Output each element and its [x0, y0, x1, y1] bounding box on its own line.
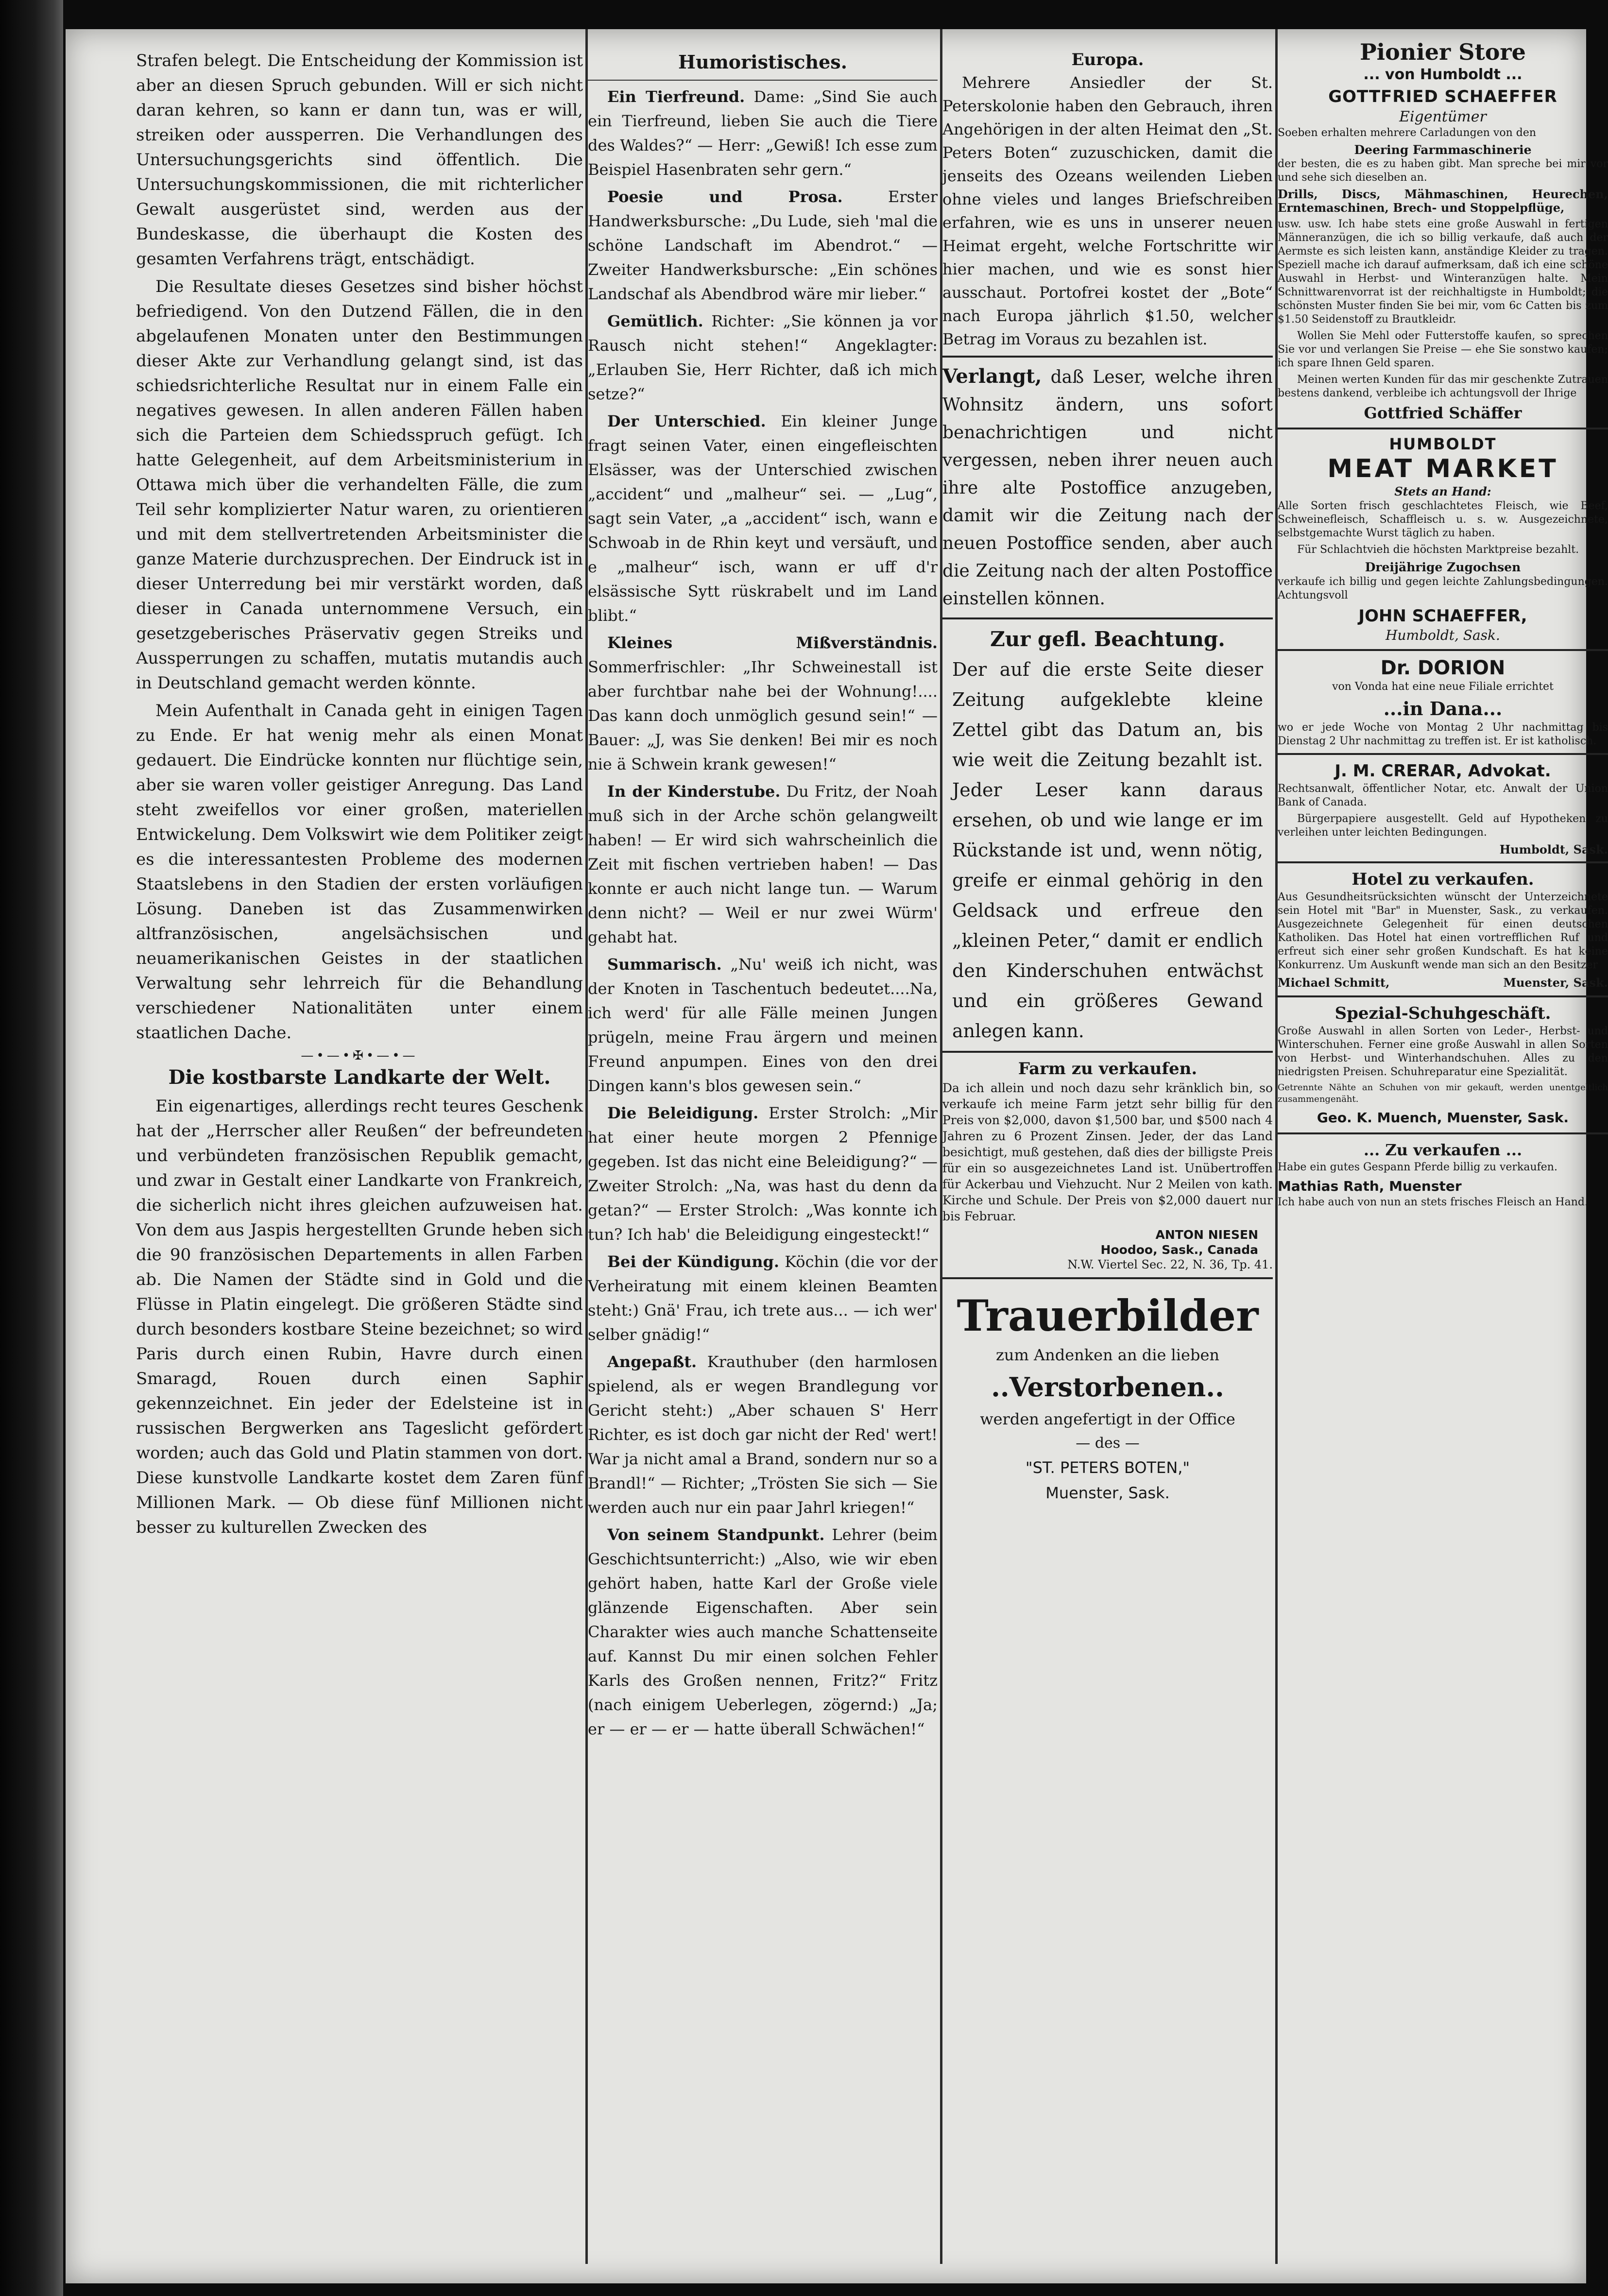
ad-headline: ...in Dana... — [1383, 698, 1503, 720]
section-headline: Europa. — [1071, 50, 1144, 69]
ad-text: der besten, die es zu haben gibt. Man spreche bei mir vor und sehe sich dieselben an. — [1278, 158, 1608, 184]
humor-item — [588, 952, 938, 1098]
ad-signature: Humboldt, Sask. — [1499, 842, 1608, 857]
article-headline: Die kostbarste Landkarte der Welt. — [168, 1066, 551, 1089]
ad-text: Rechtsanwalt, öffentlicher Notar, etc. Anwalt der Union Bank of Canada. — [1278, 783, 1608, 808]
humor-item-text: Erster Handwerksbursche: „Du Lude, sieh 'mal die schöne Landschaft im Abendrot.“ — Zweiter Handwerksbursche: „Ein schönes Landschaf als Abendbrod wäre mir lieber.“ — [588, 188, 938, 303]
ad-name: GOTTFRIED SCHAEFFER — [1328, 87, 1557, 106]
ad-emphasis: Dreijährige Zugochsen — [1365, 560, 1521, 574]
article-paragraph: Strafen belegt. Die Entscheidung der Kommission ist aber an diesen Spruch gebunden. Will er sich nicht daran kehren, so kann er dann tun, was er will, streiken oder aussperren. Die Verhandlungen des Untersuchungsgerichts sind öffentlich. Die Untersuchungskommissionen, die mit richterlicher Gewalt ausgerüstet sind, werden aus der Bundeskasse, die überhaupt die Kosten des gesamten Verfahrens trägt, entschädigt. — [136, 51, 583, 269]
humor-item-title: Von seinem Standpunkt. — [607, 1525, 825, 1544]
ad-line: zum Andenken an die lieben — [996, 1346, 1219, 1364]
humor-item-title: Gemütlich. — [607, 312, 703, 330]
ornament-divider: —•—•✠•—•— — [301, 1048, 418, 1063]
ad-text: Wollen Sie Mehl oder Futterstoffe kaufen, so sprechen Sie vor und verlangen Sie Preise — ehe Sie sonstwo kaufen; ich spare Ihnen Geld sparen. — [1278, 330, 1608, 369]
ad-line: — des — — [1076, 1435, 1140, 1452]
ad-headline: J. M. CRERAR, Advokat. — [1334, 761, 1551, 781]
ad-line: Muenster, Sask. — [1045, 1484, 1170, 1502]
notice-paragraph: Der auf die erste Seite dieser Zeitung aufgeklebte kleine Zettel gibt das Datum an, bis wie weit die Zeitung bezahlt ist. Jeder Leser kann daraus ersehen, ob und wie lange er im Rückstande ist und, wenn nötig, greife er einmal gehörig in den Geldsack und erfreue den „kleinen Peter,“ damit er endlich den Kinderschuhen entwächst und ein größeres Gewand anlegen kann. — [952, 659, 1263, 1042]
column-4 — [1278, 39, 1608, 2254]
ad-signature: Gottfried Schäffer — [1364, 404, 1522, 422]
ad-text: Große Auswahl in allen Sorten von Leder-, Herbst- und Winterschuhen. Ferner eine große Auswahl in allen Sorten von Herbst- und Winterhandschuhen. Alles zu den niedrigsten Preisen. Schuhreparatur eine Spezialität. — [1278, 1025, 1608, 1078]
humor-item — [588, 309, 938, 406]
ad-text: Habe ein gutes Gespann Pferde billig zu verkaufen. — [1278, 1161, 1557, 1173]
ad-note: Getrennte Nähte an Schuhen von mir gekauft, werden unentgeltlich zusammengenäht. — [1278, 1082, 1608, 1104]
notice-text: daß Leser, welche ihren Wohnsitz ändern, uns sofort benachrichtigen und nicht vergessen, neben ihrer neuen auch ihre alte Postoffice anzugeben, damit wir die Zeitung nach der neuen Postoffice senden, aber auch die Zeitung nach der alten Postoffice einstellen können. — [942, 367, 1273, 609]
column-1 — [136, 49, 583, 2254]
ad-text: usw. usw. Ich habe stets eine große Auswahl in fertigen Männeranzügen, die ich so billig verkaufe, daß auch der Aermste es sich leisten kann, anständige Kleider zu tragen. Speziell mache ich darauf aufmerksam, daß ich eine schöne Auswahl in Herbst- und Winteranzügen halte. Mein Schnittwarenvorrat ist der reichhaltigste in Humboldt; die schönsten Muster finden Sie bei mir, vom 6c Catten bis zum $1.50 Seidenstoff zu Brautkleidr. — [1278, 218, 1608, 326]
ad-signature-row — [1278, 975, 1608, 991]
column-3 — [942, 49, 1273, 2254]
humor-item-title: Summarisch. — [607, 955, 722, 974]
humor-item-text: Ein kleiner Junge fragt seinen Vater, einen eingefleischten Elsässer, was der Unterschied zwischen „accident“ und „malheur“ sei. — „Lug“, sagt sein Vater, „a „accident“ isch, wann e Schwoab in de Rhin keyt und versäuft, und e „malheur“ isch, wann er uff d'r elsässische Sytt rüskrabelt und im Land blibt.“ — [588, 412, 938, 625]
notice-paragraph: Mehrere Ansiedler der St. Peterskolonie haben den Gebrauch, ihren Angehörigen in der alten Heimat den „St. Peters Boten“ zuzuschicken, damit die jenseits des Ozeans weilenden Lieben ohne vieles und langes Briefschreiben erfahren, wie es uns in unserer neuen Heimat ergeht, welche Fortschritte wir hier machen, und wie es sonst hier ausschaut. Portofrei kostet der „Bote“ nach Europa jährlich $1.50, welcher Betrag im Voraus zu bezahlen ist. — [942, 73, 1273, 348]
ad-headline: MEAT MARKET — [1327, 454, 1558, 483]
ad-signature: Michael Schmitt, — [1278, 976, 1390, 990]
humor-item — [588, 1101, 938, 1247]
ad-headline: Farm zu verkaufen. — [1018, 1059, 1197, 1079]
column-2 — [588, 49, 938, 2254]
article-paragraph: Ein eigenartiges, allerdings recht teures Geschenk hat der „Herrscher aller Reußen“ der befreundeten und verbündeten französischen Republik gemacht, und zwar in Gestalt einer Landkarte von Frankreich, die sicherlich nicht ihres gleichen aufzuweisen hat. Von dem aus Jaspis hergestellten Grunde heben sich die 90 französischen Departements in allen Farben ab. Die Namen der Städte sind in Gold und die Flüsse in Platin eingelegt. Die größeren Städte sind durch besonders kostbare Steine bezeichnet; so wird Paris durch einen Rubin, Havre durch einen Smaragd, Rouen durch einen Saphir gekennzeichnet. Ein jeder der Edelsteine ist in russischen Bergwerken ans Tageslicht gefördert worden; auch das Gold und Platin stammen von dort. Diese kunstvolle Landkarte kostet dem Zaren fünf Millionen Mark. — Ob diese fünf Millionen nicht besser zu kulturellen Zwecken des — [136, 1097, 583, 1537]
ad-subheadline: Stets an Hand: — [1394, 484, 1491, 498]
humor-item-text: Sommerfrischler: „Ihr Schweinestall ist aber furchtbar nahe bei der Wohnung!.... Das kann doch unmöglich gesund sein!“ — Bauer: „J, was Sie denken! Bei mir es noch nie ä Schwein krank gewesen!“ — [588, 658, 938, 773]
ad-headline: Dr. DORION — [1380, 657, 1505, 679]
humor-item-title: Ein Tierfreund. — [607, 87, 745, 106]
humor-item — [588, 1250, 938, 1347]
humor-item-text: Köchin (die vor der Verheiratung mit einem kleinen Beamten steht:) Gnä' Frau, ich trete aus... — ich wer' selber gnädig!“ — [588, 1252, 938, 1344]
humor-item-text: „Nu' weiß ich nicht, was der Knoten in Taschentuch bedeutet....Na, ich werd' für alle Fälle meinen Jungen prügeln, meine Frau ärgern und meinen Freund anpumpen. Eines von den drei Dingen kann's blos gewesen sein.“ — [588, 955, 938, 1095]
ad-text: Alle Sorten frisch geschlachtetes Fleisch, wie Beef, Schweinefleisch, Schaffleisch u. s. w. Ausgezeichnete, selbstgemachte Wurst täglich zu haben. — [1278, 500, 1608, 539]
ad-text: Meinen werten Kunden für das mir geschenkte Zutrauen bestens dankend, verbleibe ich achtungsvoll der Ihrige — [1278, 374, 1608, 399]
ad-text: verkaufe ich billig und gegen leichte Zahlungsbedingungen. Achtungsvoll — [1278, 576, 1608, 601]
humor-item-title: Kleines Mißverständnis. — [607, 634, 938, 652]
humor-item — [588, 85, 938, 182]
humor-item — [588, 409, 938, 628]
ad-text: Soeben erhalten mehrere Carladungen von den — [1278, 127, 1537, 139]
ad-headline: Hotel zu verkaufen. — [1351, 870, 1534, 889]
ad-signature: Geo. K. Muench, Muenster, Sask. — [1317, 1110, 1569, 1126]
ad-text: wo er jede Woche von Montag 2 Uhr nachmittag bis Dienstag 2 Uhr nachmittag zu treffen ist. Er ist katholisch. — [1278, 721, 1608, 747]
article-paragraph: Die Resultate dieses Gesetzes sind bisher höchst befriedigend. Von den Dutzend Fällen, die in den abgelaufenen Monaten unter den Bestimmungen dieser Akte zur Verhandlung gelangt sind, ist das schiedsrichterliche Resultat nur in einem Falle ein negatives gewesen. In allen anderen Fällen haben sich die Parteien dem Schiedsspruch gefügt. Ich hatte Gelegenheit, auf dem Arbeitsministerium in Ottawa mich über die verhandelten Fälle, die zum Teil sehr komplizierter Natur waren, zu orientieren und mit dem stellvertretenden Arbeitsminister die ganze Materie durchzusprechen. Der Eindruck ist in dieser Unterredung bei mir verstärkt worden, daß dieser in Canada unternommene Versuch, ein gesetzgeberisches Präservativ gegen Streiks und Aussperrungen zu schaffen, mutatis mutandis auch in Deutschland gemacht werden könnte. — [136, 277, 583, 693]
humor-item-title: Angepaßt. — [607, 1353, 697, 1371]
ad-headline: HUMBOLDT — [1389, 435, 1497, 453]
ad-headline: Spezial-Schuhgeschäft. — [1334, 1004, 1551, 1023]
ad-text: Bürgerpapiere ausgestellt. Geld auf Hypotheken zu verleihen unter leichten Bedingungen. — [1278, 813, 1608, 839]
scan-border — [0, 0, 63, 2296]
ad-text: Aus Gesundheitsrücksichten wünscht der Unterzeichnete sein Hotel mit "Bar" in Muenster, Sask., zu verkaufen. Ausgezeichnete Gelegenheit für einen deutschen Katholiken. Das Hotel hat einen vortrefflichen Ruf und erfreut sich einer sehr großen Kundschaft. Es hat keine Konkurrenz. Um Auskunft wende man sich an den Besitzer — [1278, 891, 1608, 971]
ad-headline: ... Zu verkaufen ... — [1363, 1141, 1522, 1159]
ad-line: werden angefertigt in der Office — [980, 1410, 1235, 1428]
notice-lead: Verlangt, — [942, 365, 1042, 388]
humor-item-text: Lehrer (beim Geschichtsunterricht:) „Also, wie wir eben gehört haben, hatte Karl der Große viele glänzende Eigenschaften. Aber sein Charakter wies auch manche Schattenseite auf. Kannst Du mir einen solchen Fehler Karls des Großen nennen, Fritz?“ Fritz (nach einigem Ueberlegen, zögernd:) „Ja; er — er — er — hatte überall Schwächen!“ — [588, 1525, 938, 1738]
ad-signature-land: N.W. Viertel Sec. 22, N. 36, Tp. 41. — [1067, 1258, 1273, 1271]
ad-subheadline: ... von Humboldt ... — [1363, 66, 1522, 83]
newspaper-page — [66, 29, 1608, 2283]
ad-text: Für Schlachtvieh die höchsten Marktpreise bezahlt. — [1297, 544, 1579, 556]
humor-item — [588, 185, 938, 306]
humor-item-title: Bei der Kündigung. — [607, 1252, 780, 1271]
humor-item-text: Erster Strolch: „Mir hat einer heute morgen 2 Pfennige gegeben. Ist das nicht eine Beleidigung?“ — Zweiter Strolch: „Na, was hast du denn da getan?“ — Erster Strolch: „Was konnte ich tun? Ich hab' die Beleidigung eingesteckt!“ — [588, 1104, 938, 1244]
ad-emphasis: Deering Farmmaschinerie — [1354, 143, 1532, 157]
ad-emphasis: Drills, Discs, Mähmaschinen, Heurechen, Erntemaschinen, Brech- und Stoppelpflüge, — [1278, 187, 1608, 215]
ad-signature: JOHN SCHAEFFER, — [1358, 606, 1527, 626]
notice-headline: Zur gefl. Beachtung. — [990, 627, 1225, 651]
humor-item-title: Poesie und Prosa. — [607, 188, 843, 206]
ad-headline: Pionier Store — [1360, 39, 1526, 65]
ad-text: Da ich allein und noch dazu sehr kränklich bin, so verkaufe ich meine Farm jetzt sehr billig für den Preis von $2,000, davon $1,500 bar, und $500 nach 4 Jahren zu 6 Prozent Zinsen. Jeder, der das Land besichtigt, muß gestehen, daß dies der billigste Preis für ein so ausgezeichnetes Land ist. Unübertroffen für Ackerbau und Viehzucht. Nur 2 Meilen von kath. Kirche und Schule. Der Preis von $2,000 dauert nur bis Februar. — [942, 1081, 1273, 1223]
humor-item-text: Dame: „Sind Sie auch ein Tierfreund, lieben Sie auch die Tiere des Waldes?“ — Herr: „Gewiß! Ich esse zum Beispiel Hasenbraten sehr gern.“ — [588, 87, 938, 179]
humor-item-text: Richter: „Sie können ja vor Rausch nicht stehen!“ Angeklagter: „Erlauben Sie, Herr Richter, daß ich mich setze?“ — [588, 312, 938, 403]
humor-item-title: Die Beleidigung. — [607, 1104, 759, 1122]
humor-item — [588, 1523, 938, 1741]
humor-list — [588, 85, 938, 1741]
humor-item-title: In der Kinderstube. — [607, 782, 781, 801]
humor-item-title: Der Unterschied. — [607, 412, 766, 430]
ad-headline: Trauerbilder — [957, 1290, 1259, 1341]
humor-item — [588, 779, 938, 949]
ad-signature-place: Hoodoo, Sask., Canada — [1100, 1243, 1258, 1257]
humor-item — [588, 631, 938, 776]
ad-text: Ich habe auch von nun an stets frisches Fleisch an Hand. — [1278, 1196, 1588, 1208]
ad-owner: Eigentümer — [1399, 108, 1487, 125]
notice-paragraph — [942, 362, 1273, 613]
ad-signature: ANTON NIESEN — [1155, 1228, 1258, 1242]
ad-signature-place: Humboldt, Sask. — [1386, 627, 1500, 643]
ad-line: ..Verstorbenen.. — [991, 1371, 1224, 1403]
ad-text: von Vonda hat eine neue Filiale errichtet — [1332, 681, 1554, 693]
humor-item-text: Krauthuber (den harmlosen spielend, als er wegen Brandlegung vor Gericht steht:) „Aber schauen S' Herr Richter, es ist doch gar nicht der Red' wert! War ja nicht amal a Brand, sondern nur so a Brandl!“ — Richter; „Trösten Sie sich — Sie werden auch nur ein paar Jahrl kriegen!“ — [588, 1353, 938, 1517]
ad-line: "ST. PETERS BOTEN," — [1025, 1458, 1190, 1477]
humor-item — [588, 1350, 938, 1520]
ad-signature: Mathias Rath, Muenster — [1278, 1178, 1462, 1194]
ad-signature-place: Muenster, Sask. — [1503, 976, 1608, 990]
section-headline: Humoristisches. — [678, 51, 847, 73]
humor-item-text: Du Fritz, der Noah muß sich in der Arche schön gelangweilt haben! — Er wird sich wahrscheinlich die Zeit mit fischen vertrieben haben! — Das konnte er auch nicht lange tun. — Warum denn nicht? — Weil er nur zwei Würm' gehabt hat. — [588, 782, 938, 946]
article-paragraph: Mein Aufenthalt in Canada geht in einigen Tagen zu Ende. Er hat wenig mehr als einen Monat gedauert. Die Eindrücke konnten nur flüchtige sein, aber sie waren voller geistiger Anregung. Das Land steht zweifellos vor einer großen, materiellen Entwickelung. Dem Volkswirt wie dem Politiker zeigt es die interessantesten Probleme des modernen Staatslebens in den Stadien der ersten vorläufigen Lösung. Daneben ist das Zusammenwirken altfranzösischen, angelsächsischen und neuamerikanischen Geistes in der staatlichen Verwaltung sehr lehrreich für die Behandlung verschiedener Nationalitäten unter einem staatlichen Dache. — [136, 701, 583, 1043]
